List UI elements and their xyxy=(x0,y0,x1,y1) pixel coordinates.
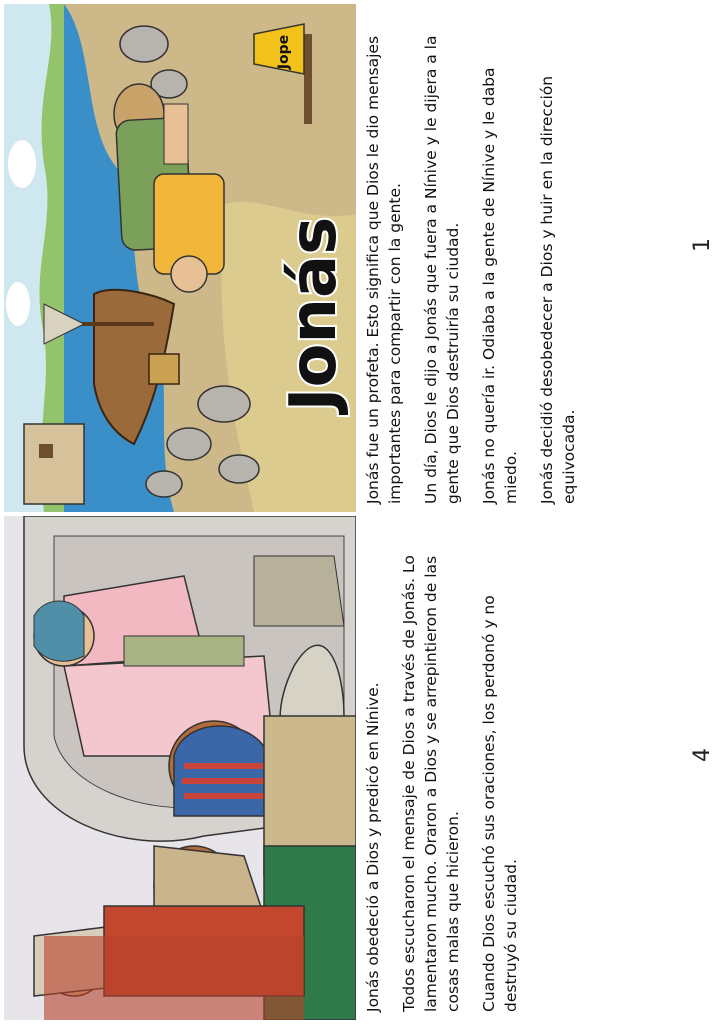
cloud xyxy=(8,140,36,188)
paragraph: Jonás no quería ir. Odiaba a la gente de Nínive y le daba miedo. xyxy=(480,67,520,504)
sign-text: Jope xyxy=(276,34,292,70)
cloud xyxy=(6,282,30,326)
paragraph: Jonás obedeció a Dios y predicó en Nínive. xyxy=(364,682,382,1012)
illustration-jonah-jope xyxy=(4,4,356,512)
paragraph: Cuando Dios escuchó sus oraciones, los perdonó y no destruyó su ciudad. xyxy=(480,595,520,1012)
house xyxy=(24,424,84,504)
paragraph: Jonás decidió desobedecer a Dios y huir en la dirección equivocada. xyxy=(538,75,578,504)
page-number: 4 xyxy=(690,748,715,762)
illustration-jonah-preaching xyxy=(4,516,356,1020)
paragraph: Todos escucharon el mensaje de Dios a través de Jonás. Lo lamentaron mucho. Oraron a Dios y se arrepintieron de las cosas malas que hicieron. xyxy=(400,555,462,1012)
paragraph: Un día, Dios le dijo a Jonás que fuera a Nínive y le dijera a la gente que Dios destruiría su ciudad. xyxy=(422,35,462,504)
paragraph: Jonás fue un profeta. Esto significa que Dios le dio mensajes importantes para compartir con la gente. xyxy=(364,35,404,504)
page-1-text-area xyxy=(362,4,684,512)
page-number: 1 xyxy=(690,238,715,252)
page-4-text-area xyxy=(362,516,684,1020)
book-title: Jonás xyxy=(277,216,351,412)
